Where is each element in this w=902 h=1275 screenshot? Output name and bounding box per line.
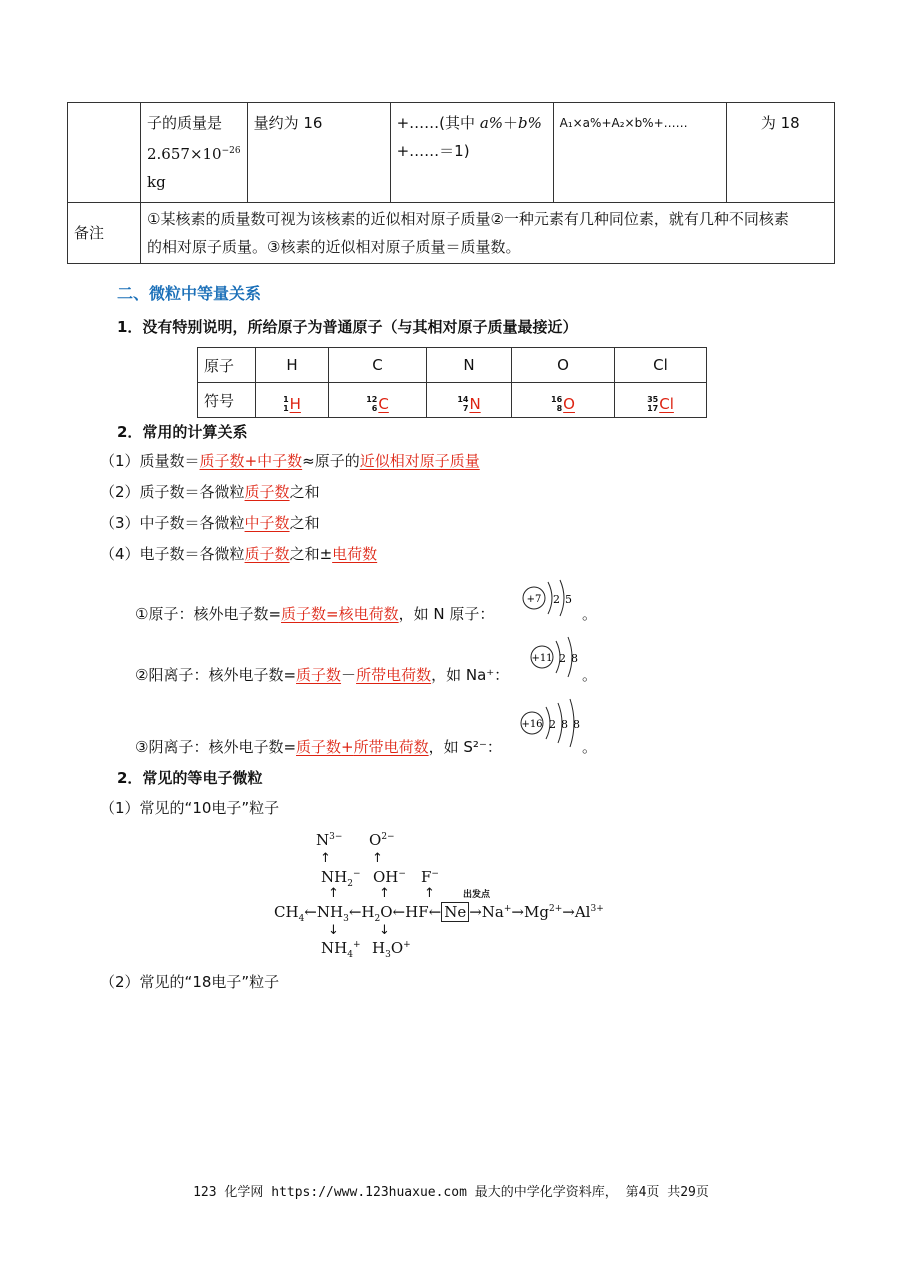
cell-text: a% (479, 114, 504, 132)
table-row (68, 203, 835, 264)
text: ①原子：核外电子数= (135, 605, 282, 623)
start-label: 出发点 (463, 890, 491, 900)
nuclide-symbol (283, 395, 301, 413)
formula: Na (481, 903, 504, 921)
nuclide-symbol (647, 395, 674, 413)
charge: − (352, 869, 361, 879)
species-H3O (372, 939, 411, 960)
arrow-down-icon: ↓ (328, 923, 339, 938)
element-symbol: C (378, 394, 389, 413)
formula: Al (574, 903, 591, 921)
shell-count: 2 (549, 718, 556, 731)
heading: 2．常见的等电子微粒 (117, 769, 263, 787)
charge: + (352, 940, 361, 950)
table-cell (615, 383, 707, 418)
formula: O (369, 831, 382, 849)
table-cell (141, 203, 835, 264)
nuclide-symbol (551, 395, 575, 413)
mass-number: 12 (366, 394, 378, 404)
answer: 质子数 (244, 545, 290, 563)
text: ，如 N 原子： (398, 605, 495, 623)
charge: 2− (381, 832, 395, 842)
calc-line (100, 450, 480, 471)
shell-count: 5 (565, 593, 572, 606)
text: ，如 S²⁻： (428, 738, 502, 756)
species-O2 (369, 831, 395, 849)
calc-line (100, 512, 320, 533)
species-OH (373, 868, 406, 886)
table-cell (390, 103, 553, 203)
answer: 质子数 (296, 666, 342, 684)
arrow-up-icon: ↑ (372, 851, 383, 866)
formula: NH (321, 939, 348, 957)
charge: − (431, 869, 439, 879)
text: － (341, 666, 357, 684)
period: 。 (582, 738, 598, 756)
answer: 所带电荷数 (356, 666, 432, 684)
answer: + (244, 452, 258, 470)
cell-text: +……(其中 (396, 114, 480, 132)
atomic-number: 1 (283, 403, 289, 413)
atom-structure-diagram (518, 578, 578, 624)
atomic-number: 6 (371, 403, 378, 413)
text: 之和 (289, 514, 320, 532)
period: 。 (582, 666, 598, 684)
formula: H (361, 903, 375, 921)
subscript: 2 (374, 914, 381, 924)
charge: 3− (329, 832, 343, 842)
mass-number: 1 (283, 394, 289, 404)
subscript: 2 (347, 879, 353, 889)
table-cell (256, 383, 329, 418)
shell-count: 2 (553, 593, 560, 606)
text: （4）电子数＝各微粒 (100, 545, 245, 563)
mass-value: 2.657×10 (147, 145, 222, 163)
answer: 近似相对原子质量 (359, 452, 480, 470)
note-text: 的相对原子质量。③核素的近似相对原子质量＝质量数。 (147, 238, 521, 256)
answer: 中子数 (257, 452, 303, 470)
nuclide-symbol (457, 395, 480, 413)
answer: = (326, 605, 339, 623)
subscript: 4 (347, 950, 353, 960)
species-N3 (316, 831, 342, 849)
element-symbol: H (289, 394, 301, 413)
formula: HF (405, 903, 429, 921)
table-row (198, 383, 707, 418)
subheading: （2）常见的“18电子”粒子 (100, 973, 280, 991)
element-symbol: O (563, 394, 575, 413)
cell-text: 子的质量是 (147, 114, 223, 132)
atomic-number: 17 (647, 403, 659, 413)
formula: O (390, 939, 404, 957)
arrow-up-icon: ↑ (320, 851, 331, 866)
atom-table (197, 347, 707, 418)
nucleus-charge: +16 (521, 719, 543, 730)
page-footer: 123 化学网 https://www.123huaxue.com 最大的中学化学资料库， 第4页 共29页 (193, 1185, 709, 1200)
electron-line-atom (135, 603, 494, 624)
table-cell: Cl (615, 348, 707, 383)
cell-text: ＋ (503, 114, 519, 132)
cation-structure-diagram (526, 635, 586, 681)
charge: 3+ (590, 904, 604, 914)
charge: + (403, 940, 411, 950)
table-cell: N (427, 348, 512, 383)
table-cell: 量约为 16 (247, 103, 390, 203)
text: （1）质量数＝ (100, 452, 200, 470)
formula: Mg (524, 903, 549, 921)
text: ②阳离子：核外电子数= (135, 666, 297, 684)
table-cell (427, 383, 512, 418)
arrow-up-icon: ↑ (424, 886, 435, 901)
charge: + (503, 904, 512, 914)
table-cell: 为 18 (726, 103, 834, 203)
mass-number: 35 (647, 394, 659, 404)
arrow-up-icon: ↑ (379, 886, 390, 901)
formula: CH (274, 903, 299, 921)
charge: − (398, 869, 406, 879)
text: （3）中子数＝各微粒 (100, 514, 245, 532)
shell-count: 8 (561, 718, 568, 731)
subscript: 3 (343, 914, 349, 924)
subscript: 4 (298, 914, 305, 924)
species-F (421, 868, 439, 886)
heading: 1．没有特别说明，所给原子为普通原子（与其相对原子质量最接近） (117, 318, 578, 336)
answer: 质子数 (244, 483, 290, 501)
element-symbol: N (469, 394, 481, 413)
table-row (68, 103, 835, 203)
period: 。 (582, 605, 598, 623)
cell-text: b% (518, 114, 542, 132)
table-cell: 符号 (198, 383, 256, 418)
anion-structure-diagram (516, 697, 586, 749)
atomic-number: 7 (462, 403, 469, 413)
cell-text: kg (147, 173, 166, 191)
table-cell (68, 103, 141, 203)
formula: H (372, 939, 386, 957)
charge: 2+ (548, 904, 563, 914)
answer: 质子数 (281, 605, 327, 623)
nucleus-charge: +7 (526, 594, 542, 605)
table-cell: A₁×a%+A₂×b%+…… (553, 103, 726, 203)
calc-line (100, 543, 377, 564)
table-cell: 原子 (198, 348, 256, 383)
text: ，如 Na⁺： (431, 666, 510, 684)
arrow-up-icon: ↑ (328, 886, 339, 901)
shell-count: 2 (559, 652, 566, 665)
answer: 核电荷数 (338, 605, 399, 623)
formula: OH (373, 868, 399, 886)
table-cell: O (512, 348, 615, 383)
formula: NH (316, 903, 344, 921)
table-cell (141, 103, 248, 203)
subheading: （1）常见的“10电子”粒子 (100, 799, 280, 817)
element-symbol: Cl (659, 394, 674, 413)
formula: O (380, 903, 393, 921)
electron-line-cation (135, 664, 509, 685)
atomic-number: 8 (556, 403, 563, 413)
subscript: 3 (385, 950, 391, 960)
shell-count: 8 (573, 718, 580, 731)
table-cell (329, 383, 427, 418)
formula: F (421, 868, 432, 886)
answer: 质子数 (199, 452, 245, 470)
exponent: −26 (221, 146, 241, 156)
table-cell: 备注 (68, 203, 141, 264)
mass-number: 16 (551, 394, 563, 404)
calc-line (100, 481, 320, 502)
mass-number: 14 (457, 394, 469, 404)
section-title: 二、微粒中等量关系 (117, 284, 262, 303)
heading: 2．常用的计算关系 (117, 423, 248, 441)
answer: 中子数 (244, 514, 290, 532)
table-cell: C (329, 348, 427, 383)
answer: 所带电荷数 (353, 738, 429, 756)
note-text: ①某核素的质量数可视为该核素的近似相对原子质量②一种元素有几种同位素，就有几种不同核素 (147, 210, 789, 228)
text: 之和± (289, 545, 333, 563)
table-cell (512, 383, 615, 418)
table-cell: H (256, 348, 329, 383)
electron-line-anion (135, 736, 502, 757)
cell-text (147, 137, 241, 168)
table-row (198, 348, 707, 383)
formula: NH (321, 868, 348, 886)
species-NH2 (321, 868, 361, 889)
ne-box: Ne (441, 902, 469, 922)
isotope-table (67, 102, 835, 264)
cell-text: +……＝1) (396, 142, 470, 160)
answer: 质子数 (296, 738, 342, 756)
text: ≈原子的 (302, 452, 360, 470)
text: ③阴离子：核外电子数= (135, 738, 297, 756)
nucleus-charge: +11 (531, 653, 553, 664)
text: （2）质子数＝各微粒 (100, 483, 245, 501)
text: 之和 (289, 483, 320, 501)
formula: N (316, 831, 330, 849)
species-NH4 (321, 939, 361, 960)
shell-count: 8 (571, 652, 578, 665)
nuclide-symbol (366, 395, 389, 413)
arrow-down-icon: ↓ (379, 923, 390, 938)
answer: 电荷数 (332, 545, 378, 563)
main-chain: $CH_4\leftarrow NH_3\leftarrow H_2O\leftarrow HF\leftarrow$ $Ne \to Na^+\to Mg^{2+}\to Al^{3+}$ (274, 903, 604, 924)
answer: + (341, 738, 354, 756)
